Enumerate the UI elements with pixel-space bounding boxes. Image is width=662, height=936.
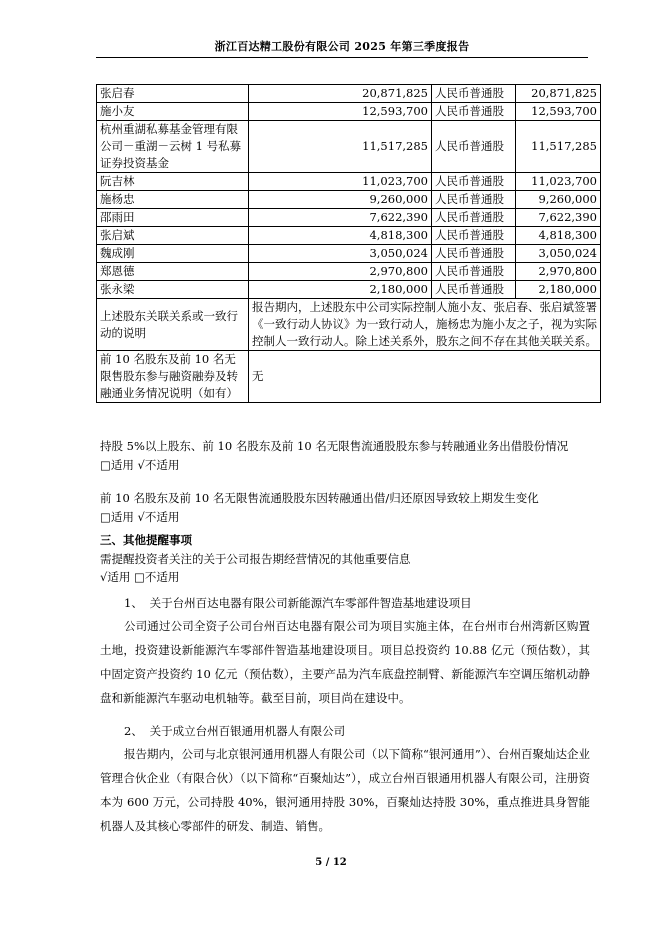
share-type: 人民币普通股 [432, 85, 516, 103]
shares-held: 4,818,300 [249, 227, 432, 245]
item-1-title-line [124, 595, 472, 611]
item-title: 关于台州百达电器有限公司新能源汽车零部件智造基地建设项目 [149, 596, 472, 610]
shares-held: 11,517,285 [249, 121, 432, 173]
shares-held: 3,050,024 [249, 245, 432, 263]
item-2-body: 报告期内，公司与北京银河通用机器人有限公司（以下简称“银河通用”）、台州百聚灿达企业管理合伙企业（有限合伙）（以下简称“百聚灿达”），成立台州百银通用机器人有限公司，注册资本为 600 万元，公司持股 40%，银河通用持股 30%，百聚灿达持股 30%，重点推进具身智能机器人及其核心零部件的研发、制造、销售。 [100, 747, 591, 833]
header-rule [96, 57, 588, 58]
share-type: 人民币普通股 [432, 209, 516, 227]
shareholder-name: 张永梁 [97, 281, 249, 299]
share-count: 12,593,700 [516, 103, 601, 121]
share-type: 人民币普通股 [432, 227, 516, 245]
share-type: 人民币普通股 [432, 173, 516, 191]
shares-held: 9,260,000 [249, 191, 432, 209]
shareholders-table [96, 84, 601, 403]
share-type: 人民币普通股 [432, 191, 516, 209]
share-count: 11,023,700 [516, 173, 601, 191]
section-heading: 三、其他提醒事项 [100, 533, 192, 547]
item-title: 关于成立台州百银通用机器人有限公司 [149, 724, 346, 738]
shares-held: 12,593,700 [249, 103, 432, 121]
share-count: 4,818,300 [516, 227, 601, 245]
share-count: 9,260,000 [516, 191, 601, 209]
section-intro: 需提醒投资者关注的关于公司报告期经营情况的其他重要信息 [100, 552, 411, 566]
shares-held: 2,180,000 [249, 281, 432, 299]
shareholder-name: 张启斌 [97, 227, 249, 245]
report-header-title: 浙江百达精工股份有限公司 2025 年第三季度报告 [214, 40, 470, 53]
table-row [97, 227, 601, 245]
margin-trading-text: 无 [249, 351, 601, 403]
share-type: 人民币普通股 [432, 103, 516, 121]
item-index: 1、 [124, 596, 143, 610]
table-row [97, 103, 601, 121]
shareholder-name: 魏成刚 [97, 245, 249, 263]
table-row [97, 281, 601, 299]
item-2-title-line [124, 723, 345, 739]
relation-text: 报告期内，上述股东中公司实际控制人施小友、张启春、张启斌签署《一致行动人协议》为一致行动人，施杨忠为施小友之子，视为实际控制人一致行动人。除上述关系外，股东之间不存在其他关联关系。 [249, 299, 601, 351]
table-row [97, 85, 601, 103]
table-row [97, 191, 601, 209]
lending-options: □适用 √不适用 [100, 458, 180, 472]
shareholder-name: 施小友 [97, 103, 249, 121]
shareholder-name: 阮吉林 [97, 173, 249, 191]
table-row [97, 173, 601, 191]
share-count: 3,050,024 [516, 245, 601, 263]
item-index: 2、 [124, 724, 143, 738]
shares-held: 11,023,700 [249, 173, 432, 191]
share-type: 人民币普通股 [432, 121, 516, 173]
share-type: 人民币普通股 [432, 245, 516, 263]
shareholder-name: 邵雨田 [97, 209, 249, 227]
share-count: 7,622,390 [516, 209, 601, 227]
lending-statement: 持股 5%以上股东、前 10 名股东及前 10 名无限售流通股股东参与转融通业务出借股份情况 [100, 439, 569, 453]
share-count: 2,970,800 [516, 263, 601, 281]
change-options: □适用 √不适用 [100, 510, 180, 524]
relation-label: 上述股东关联关系或一致行动的说明 [97, 299, 249, 351]
share-count: 20,871,825 [516, 85, 601, 103]
share-count: 11,517,285 [516, 121, 601, 173]
shareholder-name: 杭州重湖私募基金管理有限公司－重湖－云树 1 号私募证券投资基金 [97, 121, 249, 173]
relation-row [97, 299, 601, 351]
shares-held: 7,622,390 [249, 209, 432, 227]
share-count: 2,180,000 [516, 281, 601, 299]
section-options: √适用 □不适用 [100, 570, 180, 584]
shares-held: 20,871,825 [249, 85, 432, 103]
table-row [97, 245, 601, 263]
shareholder-name: 张启春 [97, 85, 249, 103]
share-type: 人民币普通股 [432, 263, 516, 281]
item-1-body: 公司通过公司全资子公司台州百达电器有限公司为项目实施主体，在台州市台州湾新区购置土地，投资建设新能源汽车零部件智造基地建设项目。项目总投资约 10.88 亿元（预估数），其中固定资产投资约 10 亿元（预估数），主要产品为汽车底盘控制臂、新能源汽车空调压缩机动静盘和新能源汽车驱动电机轴等。截至目前，项目尚在建设中。 [100, 619, 590, 705]
margin-trading-label: 前 10 名股东及前 10 名无限售股东参与融资融券及转融通业务情况说明（如有） [97, 351, 249, 403]
table-row [97, 263, 601, 281]
share-type: 人民币普通股 [432, 281, 516, 299]
page-number: 5 / 12 [315, 857, 347, 868]
shareholder-name: 郑恩德 [97, 263, 249, 281]
table-row [97, 209, 601, 227]
margin-trading-row [97, 351, 601, 403]
change-statement: 前 10 名股东及前 10 名无限售流通股股东因转融通出借/归还原因导致较上期发生变化 [100, 491, 539, 505]
table-row [97, 121, 601, 173]
shares-held: 2,970,800 [249, 263, 432, 281]
shareholder-name: 施杨忠 [97, 191, 249, 209]
